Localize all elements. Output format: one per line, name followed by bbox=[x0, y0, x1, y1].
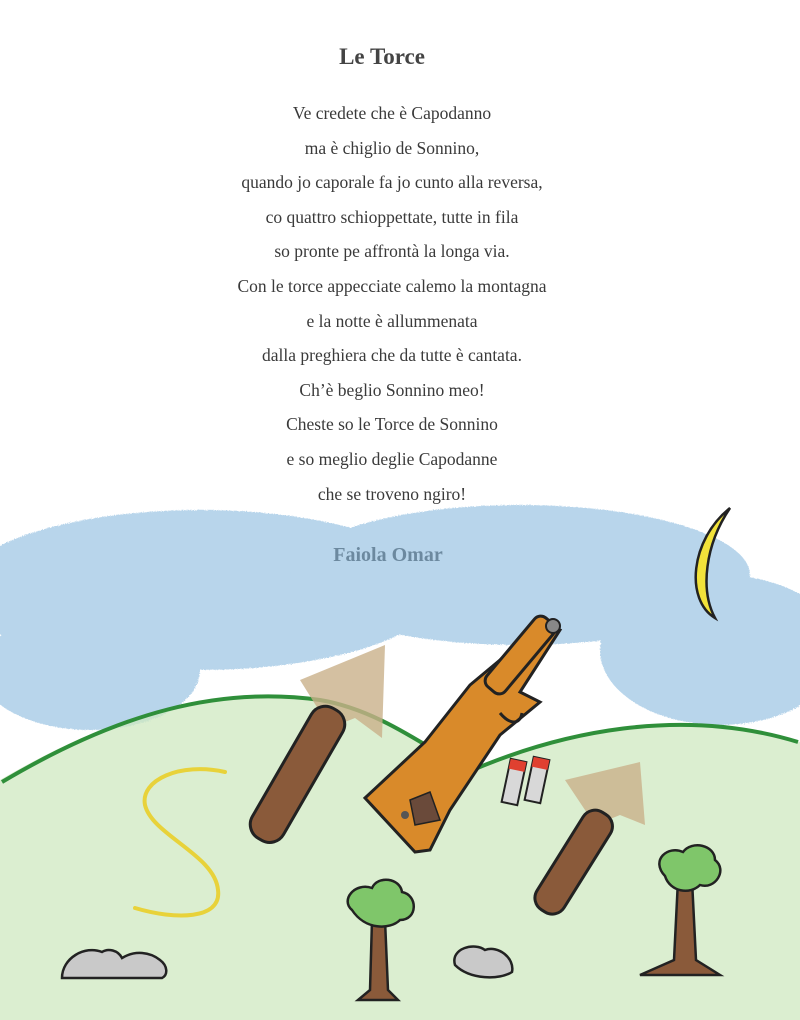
poem-line-5: so pronte pe affrontà la longa via. bbox=[274, 241, 510, 262]
stone-icon bbox=[62, 950, 166, 978]
illustration bbox=[0, 480, 800, 1020]
poem-line-3: quando jo caporale fa jo cunto alla reversa, bbox=[241, 172, 543, 193]
poem-title: Le Torce bbox=[339, 44, 425, 69]
sky bbox=[0, 505, 800, 730]
poem-line-1: Ve credete che è Capodanno bbox=[292, 103, 492, 123]
poem-line-8: dalla preghiera che da tutte è cantata. bbox=[262, 345, 522, 366]
poem-lines bbox=[0, 100, 784, 515]
poem-line-6: Con le torce appecciate calemo la montagna bbox=[237, 275, 547, 296]
poem-line-9: Ch’è beglio Sonnino meo! bbox=[299, 379, 485, 400]
rifle-bolt bbox=[401, 811, 409, 819]
poem-line-11: e so meglio deglie Capodanne bbox=[286, 448, 498, 469]
poem-line-4: co quattro schioppettate, tutte in fila bbox=[265, 206, 519, 227]
poem-line-7: e la notte è allummenata bbox=[306, 310, 478, 331]
poem-line-10: Cheste so le Torce de Sonnino bbox=[286, 414, 498, 435]
poem-line-2: ma è chiglio de Sonnino, bbox=[304, 137, 480, 158]
rifle-muzzle bbox=[546, 619, 560, 633]
tree-leaves bbox=[659, 845, 720, 890]
poem-line-12: che se troveno ngiro! bbox=[317, 483, 467, 504]
